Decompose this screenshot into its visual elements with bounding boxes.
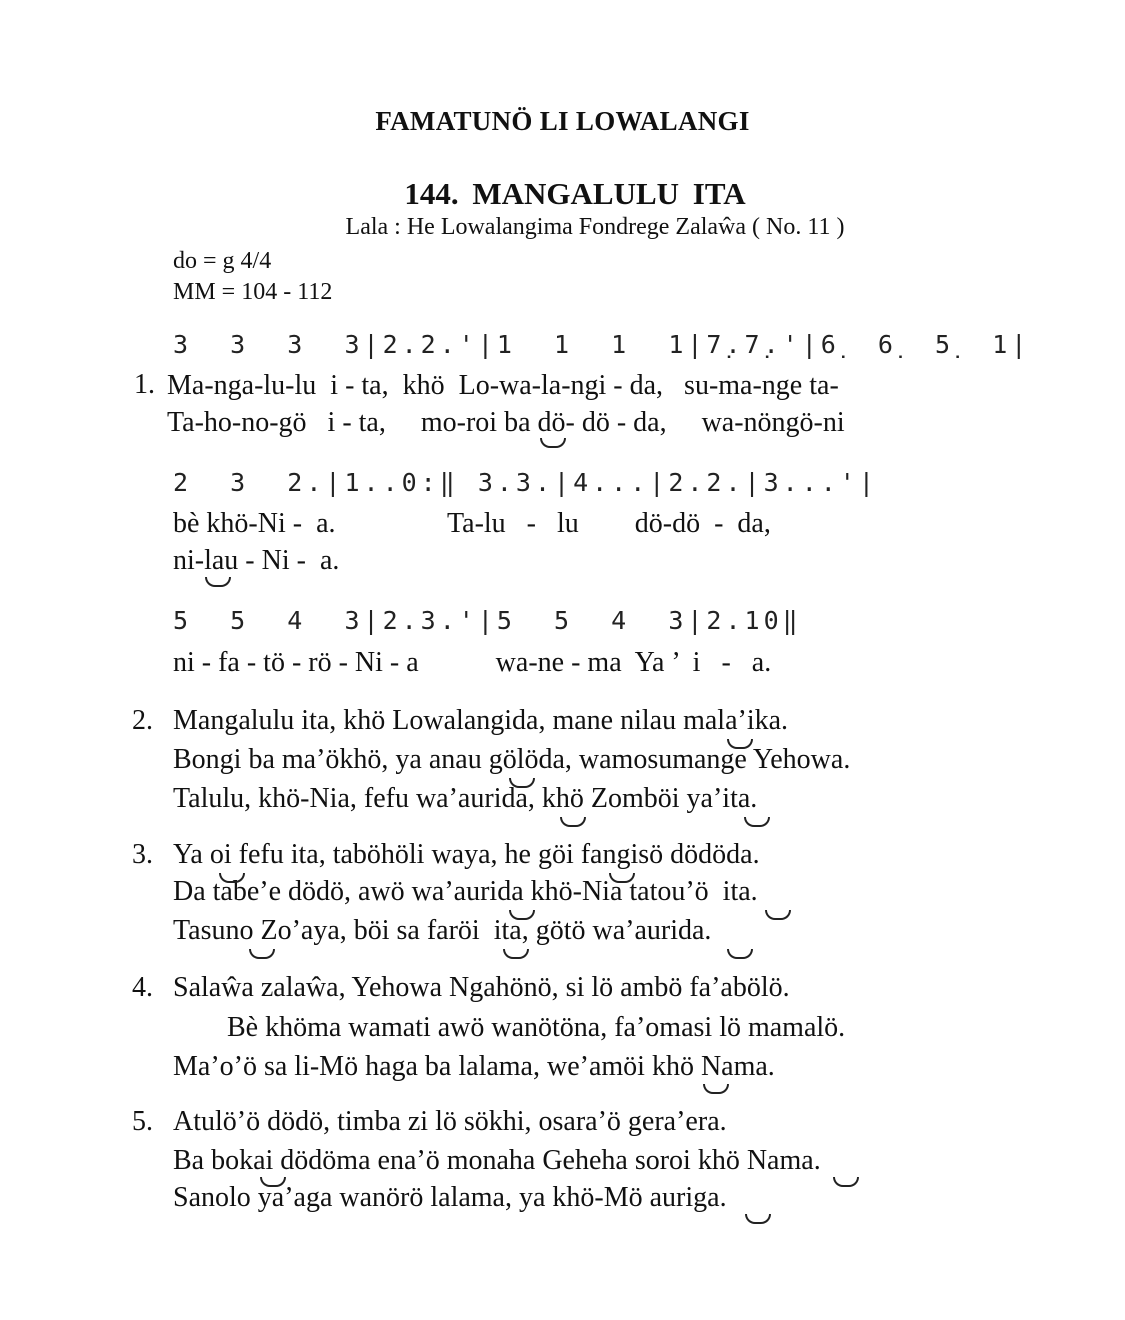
- elision-tie-mark: [745, 1214, 771, 1224]
- elision-tie-mark: [560, 817, 586, 827]
- elision-tie-mark: [503, 949, 529, 959]
- song-title: 144. MANGALULU ITA: [404, 176, 746, 211]
- stanza-line: Bè khöma wamati awö wanötöna, fa’omasi lö mamalö.: [227, 1012, 846, 1043]
- elision-tie-mark: [744, 817, 770, 827]
- stanza-line: Bongi ba ma’ökhö, ya anau gölöda, wamosumange Yehowa.: [173, 744, 851, 775]
- lyric-line-2b: ni-lau - Ni - a.: [173, 545, 340, 576]
- notation-line-2: 2 3 2.|1..0:‖ 3.3.|4...|2.2.|3...'|: [173, 468, 878, 497]
- stanza-line: Atulö’ö dödö, timba zi lö sökhi, osara’ö gera’era.: [173, 1106, 727, 1137]
- stanza-line: Sanolo ya’aga wanörö lalama, ya khö-Mö auriga.: [173, 1182, 727, 1213]
- stanza-number: 3.: [132, 839, 153, 870]
- tempo-marking: MM = 104 - 112: [173, 279, 333, 305]
- book-title: FAMATUNÖ LI LOWALANGI: [375, 106, 750, 136]
- lyric-line-1b: Ta-ho-no-gö i - ta, mo-roi ba dö- dö - da, wa-nöngö-ni: [167, 407, 845, 438]
- stanza-line: Da tabe’e dödö, awö wa’aurida khö-Nia tatou’ö ita.: [173, 876, 758, 907]
- tune-reference: Lala : He Lowalangima Fondrege Zalaŵa ( No. 11 ): [345, 214, 845, 240]
- stanza-line: Ma’o’ö sa li-Mö haga ba lalama, we’amöi khö Nama.: [173, 1051, 775, 1082]
- verse-1-number: 1.: [134, 369, 155, 400]
- stanza-number: 4.: [132, 972, 153, 1003]
- notation-line-3: 5 5 4 3|2.3.'|5 5 4 3|2.10‖: [173, 606, 802, 635]
- notation-line-1: 3 3 3 3|2.2.'|1 1 1 1|7̣.7̣.'|6̣ 6̣ 5̣ 1|: [173, 330, 1031, 359]
- stanza-line: Ya oi fefu ita, taböhöli waya, he göi fangisö dödöda.: [173, 839, 760, 870]
- stanza-line: Talulu, khö-Nia, fefu wa’aurida, khö Zomböi ya’ita.: [173, 783, 758, 814]
- elision-tie-mark: [205, 577, 231, 587]
- stanza-line: Salaŵa zalaŵa, Yehowa Ngahönö, si lö ambö fa’abölö.: [173, 972, 790, 1003]
- elision-tie-mark: [833, 1177, 859, 1187]
- elision-tie-mark: [540, 438, 566, 448]
- elision-tie-mark: [703, 1084, 729, 1094]
- stanza-number: 2.: [132, 705, 153, 736]
- stanza-line: Ba bokai dödöma ena’ö monaha Geheha soroi khö Nama.: [173, 1145, 821, 1176]
- stanza-line: Mangalulu ita, khö Lowalangida, mane nilau mala’ika.: [173, 705, 789, 736]
- stanza-5: [132, 1104, 821, 1320]
- elision-tie-mark: [765, 910, 791, 920]
- lyric-line-1a: Ma-nga-lu-lu i - ta, khö Lo-wa-la-ngi - da, su-ma-nge ta-: [167, 370, 839, 401]
- stanza-number: 5.: [132, 1106, 153, 1137]
- stanza-line: Tasuno Zo’aya, böi sa faröi ita, götö wa’aurida.: [173, 915, 712, 946]
- lyric-line-3a: ni - fa - tö - rö - Ni - a wa-ne - ma Ya ’ i - a.: [173, 647, 772, 678]
- elision-tie-mark: [727, 949, 753, 959]
- elision-tie-mark: [249, 949, 275, 959]
- key-signature: do = g 4/4: [173, 248, 272, 274]
- lyric-line-2a: bè khö-Ni - a. Ta-lu - lu dö-dö - da,: [173, 508, 771, 539]
